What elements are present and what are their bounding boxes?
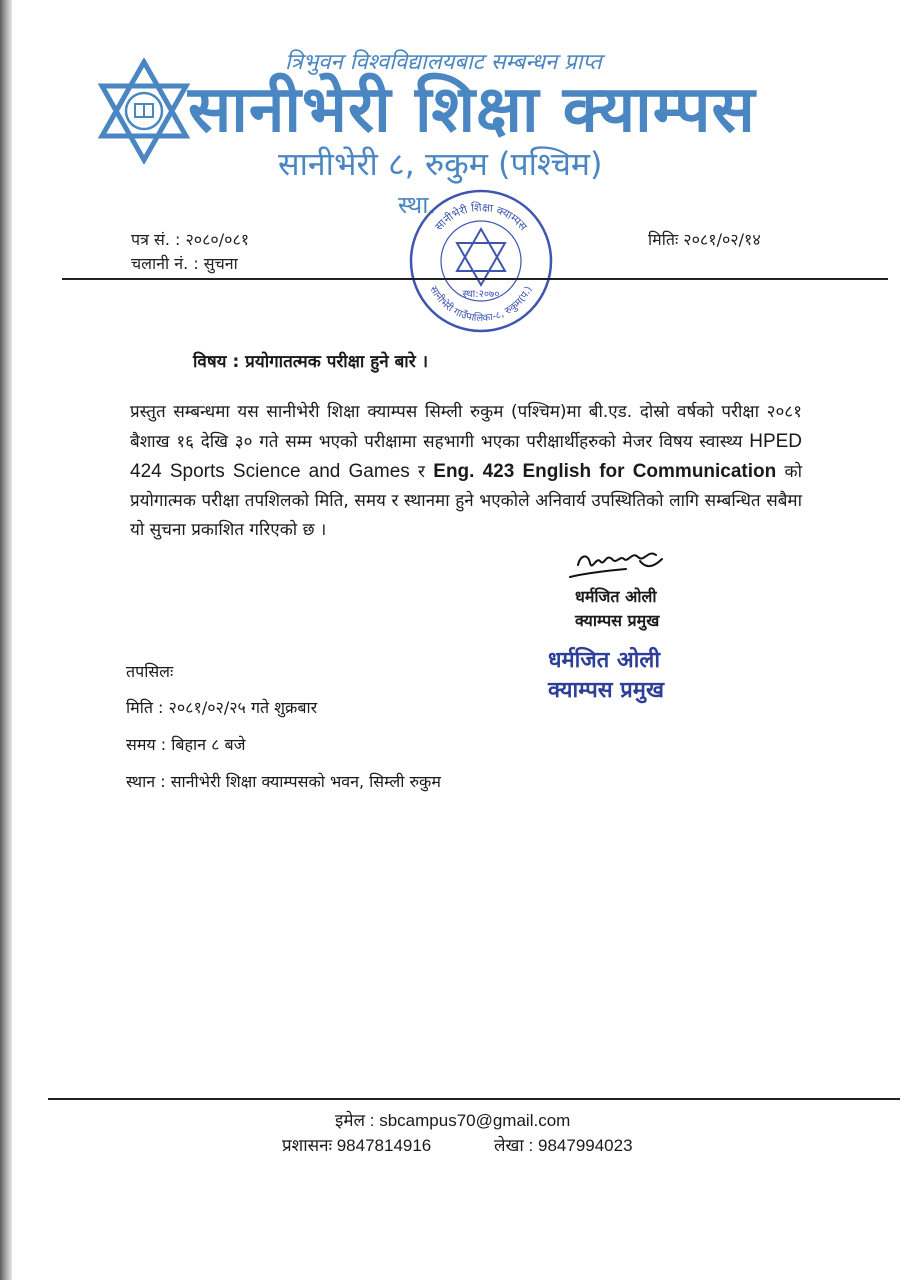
seal-signatory-title: क्याम्पस प्रमुख (548, 678, 664, 703)
letter-date: मितिः २०८१/०२/१४ (648, 230, 761, 249)
schedule-heading: तपसिलः (126, 662, 174, 681)
affiliation-text: त्रिभुवन विश्वविद्यालयबाट सम्बन्धन प्राप्त (285, 50, 602, 75)
body-text-1: प्रस्तुत सम्बन्धमा यस सानीभेरी शिक्षा क्याम्पस सिम्ली रुकुम (पश्चिम)मा बी.एड. दोस्रो वर्षको परीक्षा २०८१ बैशाख १६ देखि ३० गते सम्म भएको परीक्षामा सहभागी भएका परीक्षार्थीहरुको मेजर विषय स्वास्थ्य (130, 402, 802, 452)
course-eng-423: Eng. 423 English for Communication (433, 461, 777, 482)
campus-name: सानीभेरी शिक्षा क्याम्पस (188, 73, 756, 147)
schedule-time: समय : बिहान ८ बजे (126, 735, 246, 754)
footer-divider (48, 1098, 900, 1100)
signatory-title: क्याम्पस प्रमुख (575, 611, 660, 630)
stamp-top-text: सानीभेरी शिक्षा क्याम्पस (432, 200, 530, 234)
campus-stamp (405, 185, 557, 333)
course-hped-424: HPED 424 Sports Science and Games (130, 431, 803, 482)
signatory-name: धर्मजित ओली (575, 587, 657, 606)
reference-number: पत्र सं. : २०८०/०८१ (131, 230, 250, 249)
footer-admin-phone: प्रशासनः 9847814916 (282, 1136, 432, 1155)
body-text-2: र (418, 462, 425, 482)
seal-signatory-name: धर्मजित ओली (548, 648, 661, 673)
footer-accounts-phone: लेखा : 9847994023 (494, 1136, 633, 1155)
schedule-date: मिति : २०८१/०२/२५ गते शुक्रबार (126, 698, 318, 717)
handwritten-signature (566, 543, 666, 587)
campus-address: सानीभेरी ८, रुकुम (पश्चिम) (278, 145, 603, 183)
notice-body (130, 398, 802, 545)
body-text-3: को प्रयोगात्मक परीक्षा तपशिलको मिति, समय र स्थानमा हुने भएकोले अनिवार्य उपस्थितिको लागि सम्बन्धित सबैमा यो सुचना प्रकाशित गरिएको छ । (130, 462, 803, 540)
dispatch-number: चलानी नं. : सुचना (131, 254, 238, 273)
campus-logo-icon (96, 58, 192, 164)
stamp-bottom-text: सानीभेरी गाउँपालिका-८, रुकुम(प.) (427, 284, 535, 325)
subject-line: विषय : प्रयोगातत्मक परीक्षा हुने बारे । (193, 352, 429, 372)
page-edge-shadow (0, 0, 12, 1280)
header-divider (62, 278, 888, 280)
stamp-year: स्था:२०७० (462, 289, 500, 300)
schedule-venue: स्थान : सानीभेरी शिक्षा क्याम्पसको भवन, सिम्ली रुकुम (126, 772, 441, 791)
footer-email: इमेल : sbcampus70@gmail.com (335, 1111, 571, 1130)
established-label: स्था. (398, 191, 437, 219)
